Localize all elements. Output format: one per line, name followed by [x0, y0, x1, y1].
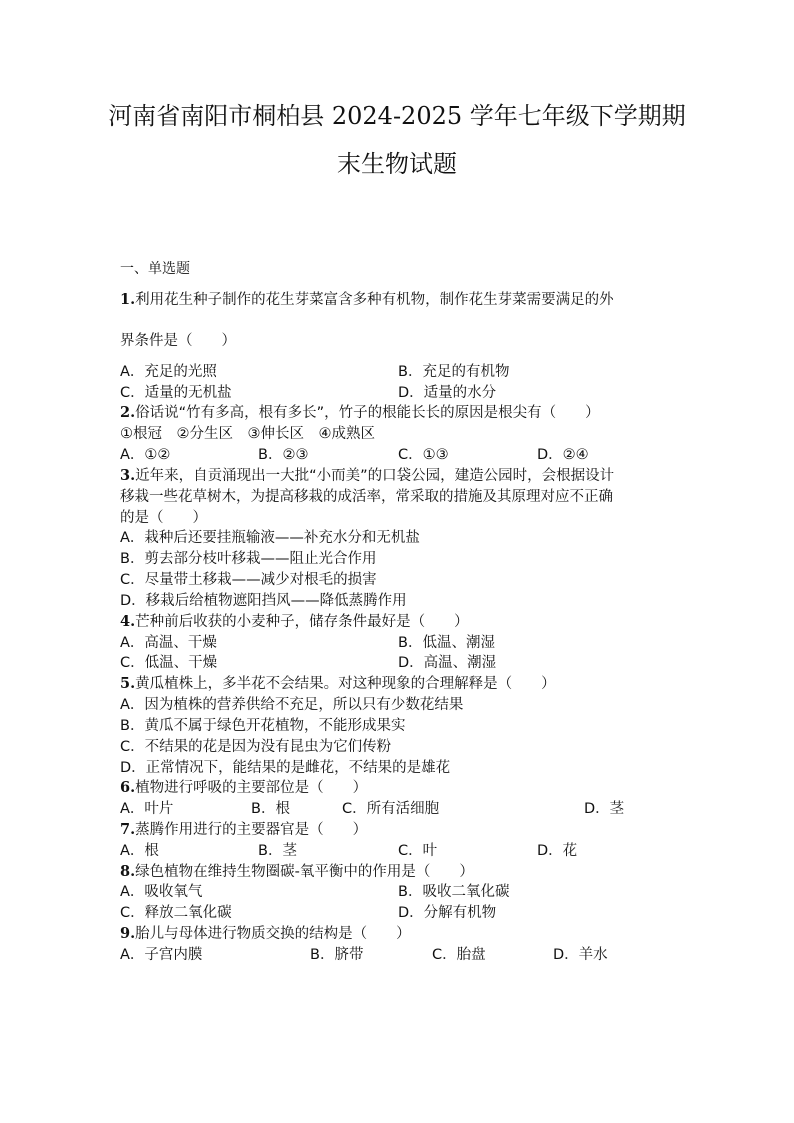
question-number: 5. [120, 675, 136, 692]
question-9-stem [120, 924, 411, 944]
q3-option-b[interactable]: B．剪去部分枝叶移栽——阻止光合作用 [120, 551, 377, 567]
q9-option-d[interactable]: D．羊水 [553, 947, 608, 963]
q2-option-d[interactable]: D．②④ [537, 447, 589, 463]
q3-option-d[interactable]: D．移栽后给植物遮阳挡风——降低蒸腾作用 [120, 593, 407, 609]
q2-option-c[interactable]: C．①③ [398, 447, 449, 463]
q7-option-d[interactable]: D．花 [537, 843, 578, 859]
question-5-stem [120, 674, 556, 694]
question-number: 2. [120, 404, 136, 421]
stem-text: 俗话说“竹有多高，根有多长”，竹子的根能长长的原因是根尖有（ ） [135, 405, 600, 421]
stem-text: 蒸腾作用进行的主要器官是（ ） [135, 822, 368, 838]
q9-option-b[interactable]: B．脐带 [310, 947, 364, 963]
q4-option-a[interactable]: A．高温、干燥 [120, 635, 217, 651]
question-2-items: ①根冠 ②分生区 ③伸长区 ④成熟区 [120, 426, 375, 442]
q2-option-b[interactable]: B．②③ [258, 447, 309, 463]
q3-option-a[interactable]: A．栽种后还要挂瓶输液——补充水分和无机盐 [120, 530, 420, 546]
title-line-1: 河南省南阳市桐柏县 2024-2025 学年七年级下学期期 [108, 102, 686, 130]
q8-option-a[interactable]: A．吸收氧气 [120, 884, 203, 900]
q9-option-c[interactable]: C．胎盘 [432, 947, 486, 963]
q4-option-c[interactable]: C．低温、干燥 [120, 655, 218, 671]
question-number: 9. [120, 925, 136, 942]
question-1-stem [120, 290, 614, 310]
stem-text: 胎儿与母体进行物质交换的结构是（ ） [135, 926, 411, 942]
question-8-stem [120, 862, 474, 882]
question-3-stem [120, 466, 614, 486]
q1-option-b[interactable]: B．充足的有机物 [398, 364, 510, 380]
q1-option-a[interactable]: A．充足的光照 [120, 364, 217, 380]
title-line-2: 末生物试题 [337, 150, 457, 178]
q4-option-d[interactable]: D．高温、潮湿 [398, 655, 497, 671]
q5-option-b[interactable]: B．黄瓜不属于绿色开花植物，不能形成果实 [120, 718, 406, 734]
q2-option-a[interactable]: A．①② [120, 447, 171, 463]
question-3-stem-cont: 移栽一些花草树木，为提高移栽的成活率，常采取的措施及其原理对应不正确 [120, 489, 613, 505]
q9-option-a[interactable]: A．子宫内膜 [120, 947, 203, 963]
question-number: 1. [120, 291, 136, 308]
q7-option-b[interactable]: B．茎 [258, 843, 297, 859]
q6-option-a[interactable]: A．叶片 [120, 801, 174, 817]
stem-text: 芒种前后收获的小麦种子，储存条件最好是（ ） [135, 614, 469, 630]
q6-option-d[interactable]: D．茎 [584, 801, 625, 817]
q8-option-d[interactable]: D．分解有机物 [398, 905, 497, 921]
question-1-stem-cont: 界条件是（ ） [120, 333, 236, 349]
q1-option-c[interactable]: C．适量的无机盐 [120, 385, 232, 401]
stem-text: 绿色植物在维持生物圈碳-氧平衡中的作用是（ ） [135, 864, 474, 880]
question-number: 8. [120, 863, 136, 880]
q1-option-d[interactable]: D．适量的水分 [398, 385, 497, 401]
q4-option-b[interactable]: B．低温、潮湿 [398, 635, 495, 651]
question-number: 6. [120, 779, 136, 796]
q3-option-c[interactable]: C．尽量带土移栽——减少对根毛的损害 [120, 572, 377, 588]
stem-text: 植物进行呼吸的主要部位是（ ） [135, 780, 368, 796]
q5-option-d[interactable]: D．正常情况下，能结果的是雌花，不结果的是雄花 [120, 760, 451, 776]
q6-option-c[interactable]: C．所有活细胞 [342, 801, 440, 817]
q8-option-b[interactable]: B．吸收二氧化碳 [398, 884, 510, 900]
question-6-stem [120, 778, 367, 798]
question-3-stem-cont-2: 的是（ ） [120, 510, 207, 526]
q8-option-c[interactable]: C．释放二氧化碳 [120, 905, 232, 921]
question-2-stem [120, 403, 600, 423]
section-heading: 一、单选题 [120, 261, 190, 277]
question-4-stem [120, 612, 469, 632]
q5-option-c[interactable]: C．不结果的花是因为没有昆虫为它们传粉 [120, 739, 392, 755]
question-number: 3. [120, 467, 136, 484]
stem-text: 黄瓜植株上，多半花不会结果。对这种现象的合理解释是（ ） [135, 676, 556, 692]
question-7-stem [120, 820, 367, 840]
question-number: 4. [120, 613, 136, 630]
question-number: 7. [120, 821, 136, 838]
q5-option-a[interactable]: A．因为植株的营养供给不充足，所以只有少数花结果 [120, 697, 464, 713]
stem-text: 近年来，自贡涌现出一大批“小而美”的口袋公园，建造公园时，会根据设计 [135, 468, 615, 484]
q6-option-b[interactable]: B．根 [251, 801, 290, 817]
q7-option-c[interactable]: C．叶 [398, 843, 438, 859]
q7-option-a[interactable]: A．根 [120, 843, 159, 859]
stem-text: 利用花生种子制作的花生芽菜富含多种有机物，制作花生芽菜需要满足的外 [135, 292, 614, 308]
